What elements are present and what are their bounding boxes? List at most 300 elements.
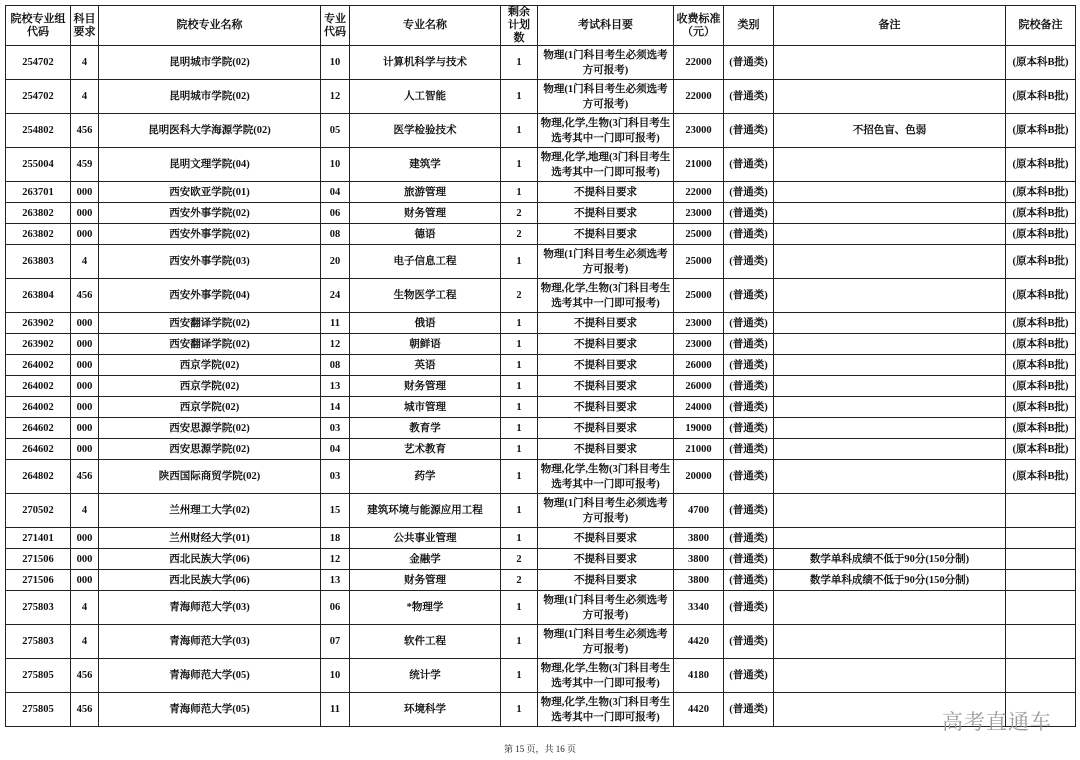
cell-remaining-plan: 1 xyxy=(501,245,538,279)
cell-major-name: 金融学 xyxy=(350,549,501,570)
cell-major-name: 旅游管理 xyxy=(350,182,501,203)
cell-subject-req-code: 4 xyxy=(71,591,99,625)
table-row xyxy=(6,494,1076,528)
cell-school-remarks: (原本科B批) xyxy=(1006,224,1076,245)
cell-major-name: 财务管理 xyxy=(350,203,501,224)
cell-remaining-plan: 1 xyxy=(501,313,538,334)
cell-exam-subjects: 不提科目要求 xyxy=(538,439,674,460)
cell-category: (普通类) xyxy=(724,182,774,203)
cell-major-name: 俄语 xyxy=(350,313,501,334)
cell-school-remarks: (原本科B批) xyxy=(1006,80,1076,114)
cell-remarks xyxy=(774,148,1006,182)
cell-fee: 23000 xyxy=(674,334,724,355)
cell-group-code: 271401 xyxy=(6,528,71,549)
admission-plan-table xyxy=(5,5,1076,727)
cell-major-name: 建筑学 xyxy=(350,148,501,182)
cell-subject-req-code: 456 xyxy=(71,460,99,494)
cell-remarks xyxy=(774,397,1006,418)
cell-school-group-name: 兰州理工大学(02) xyxy=(99,494,321,528)
cell-school-group-name: 兰州财经大学(01) xyxy=(99,528,321,549)
cell-remaining-plan: 1 xyxy=(501,625,538,659)
cell-remaining-plan: 2 xyxy=(501,224,538,245)
cell-subject-req-code: 456 xyxy=(71,279,99,313)
cell-group-code: 264802 xyxy=(6,460,71,494)
cell-major-name: 财务管理 xyxy=(350,570,501,591)
table-row xyxy=(6,591,1076,625)
cell-category: (普通类) xyxy=(724,114,774,148)
cell-school-remarks: (原本科B批) xyxy=(1006,182,1076,203)
table-row xyxy=(6,376,1076,397)
cell-major-code: 15 xyxy=(321,494,350,528)
cell-exam-subjects: 不提科目要求 xyxy=(538,313,674,334)
cell-major-name: 艺术教育 xyxy=(350,439,501,460)
cell-subject-req-code: 459 xyxy=(71,148,99,182)
table-row xyxy=(6,659,1076,693)
cell-fee: 25000 xyxy=(674,279,724,313)
cell-group-code: 271506 xyxy=(6,570,71,591)
cell-major-code: 05 xyxy=(321,114,350,148)
cell-remaining-plan: 2 xyxy=(501,549,538,570)
cell-category: (普通类) xyxy=(724,376,774,397)
cell-remaining-plan: 2 xyxy=(501,279,538,313)
cell-major-name: 财务管理 xyxy=(350,376,501,397)
cell-category: (普通类) xyxy=(724,224,774,245)
cell-remaining-plan: 2 xyxy=(501,570,538,591)
cell-exam-subjects: 不提科目要求 xyxy=(538,376,674,397)
table-row xyxy=(6,355,1076,376)
cell-group-code: 264002 xyxy=(6,397,71,418)
cell-major-name: 朝鲜语 xyxy=(350,334,501,355)
cell-school-group-name: 西北民族大学(06) xyxy=(99,549,321,570)
cell-school-group-name: 西安思源学院(02) xyxy=(99,439,321,460)
cell-school-remarks: (原本科B批) xyxy=(1006,460,1076,494)
cell-school-group-name: 西京学院(02) xyxy=(99,355,321,376)
cell-subject-req-code: 000 xyxy=(71,355,99,376)
cell-group-code: 275805 xyxy=(6,693,71,727)
cell-school-group-name: 西京学院(02) xyxy=(99,376,321,397)
cell-remaining-plan: 1 xyxy=(501,460,538,494)
cell-category: (普通类) xyxy=(724,334,774,355)
cell-major-name: 人工智能 xyxy=(350,80,501,114)
cell-school-group-name: 西北民族大学(06) xyxy=(99,570,321,591)
cell-category: (普通类) xyxy=(724,80,774,114)
cell-subject-req-code: 4 xyxy=(71,494,99,528)
cell-fee: 22000 xyxy=(674,46,724,80)
cell-remaining-plan: 1 xyxy=(501,528,538,549)
cell-group-code: 263902 xyxy=(6,334,71,355)
cell-major-name: 计算机科学与技术 xyxy=(350,46,501,80)
cell-subject-req-code: 456 xyxy=(71,659,99,693)
cell-remaining-plan: 1 xyxy=(501,46,538,80)
cell-exam-subjects: 不提科目要求 xyxy=(538,418,674,439)
cell-school-remarks: (原本科B批) xyxy=(1006,46,1076,80)
cell-remarks xyxy=(774,203,1006,224)
cell-exam-subjects: 不提科目要求 xyxy=(538,203,674,224)
cell-remaining-plan: 1 xyxy=(501,80,538,114)
cell-exam-subjects: 物理(1门科目考生必须选考方可报考) xyxy=(538,625,674,659)
table-row xyxy=(6,625,1076,659)
table-row xyxy=(6,570,1076,591)
cell-school-remarks: (原本科B批) xyxy=(1006,376,1076,397)
cell-remaining-plan: 1 xyxy=(501,439,538,460)
cell-exam-subjects: 物理(1门科目考生必须选考方可报考) xyxy=(538,494,674,528)
cell-remarks xyxy=(774,460,1006,494)
cell-major-code: 12 xyxy=(321,549,350,570)
cell-major-code: 08 xyxy=(321,355,350,376)
cell-major-code: 08 xyxy=(321,224,350,245)
cell-fee: 25000 xyxy=(674,224,724,245)
cell-category: (普通类) xyxy=(724,46,774,80)
cell-fee: 4700 xyxy=(674,494,724,528)
cell-group-code: 263802 xyxy=(6,224,71,245)
cell-major-name: 建筑环境与能源应用工程 xyxy=(350,494,501,528)
cell-school-group-name: 西安翻译学院(02) xyxy=(99,334,321,355)
cell-fee: 22000 xyxy=(674,182,724,203)
cell-school-group-name: 西安欧亚学院(01) xyxy=(99,182,321,203)
cell-category: (普通类) xyxy=(724,245,774,279)
cell-subject-req-code: 000 xyxy=(71,313,99,334)
cell-school-remarks xyxy=(1006,625,1076,659)
header-subject-req-code: 科目要求 xyxy=(71,6,99,46)
cell-category: (普通类) xyxy=(724,279,774,313)
header-major-name: 专业名称 xyxy=(350,6,501,46)
cell-remarks: 数学单科成绩不低于90分(150分制) xyxy=(774,570,1006,591)
cell-school-group-name: 青海师范大学(05) xyxy=(99,659,321,693)
cell-remarks xyxy=(774,494,1006,528)
cell-subject-req-code: 000 xyxy=(71,549,99,570)
cell-school-remarks: (原本科B批) xyxy=(1006,439,1076,460)
cell-major-name: 软件工程 xyxy=(350,625,501,659)
cell-group-code: 264602 xyxy=(6,418,71,439)
cell-remarks xyxy=(774,625,1006,659)
cell-exam-subjects: 不提科目要求 xyxy=(538,182,674,203)
cell-major-name: 城市管理 xyxy=(350,397,501,418)
header-remaining-plan: 剩余计划数 xyxy=(501,6,538,46)
cell-fee: 21000 xyxy=(674,439,724,460)
cell-school-group-name: 青海师范大学(03) xyxy=(99,591,321,625)
cell-remarks xyxy=(774,279,1006,313)
cell-school-group-name: 昆明文理学院(04) xyxy=(99,148,321,182)
table-header-row xyxy=(6,6,1076,46)
cell-major-name: *物理学 xyxy=(350,591,501,625)
cell-group-code: 263803 xyxy=(6,245,71,279)
cell-group-code: 263802 xyxy=(6,203,71,224)
cell-exam-subjects: 物理(1门科目考生必须选考方可报考) xyxy=(538,591,674,625)
cell-remaining-plan: 1 xyxy=(501,148,538,182)
cell-category: (普通类) xyxy=(724,397,774,418)
cell-remarks xyxy=(774,439,1006,460)
cell-fee: 3340 xyxy=(674,591,724,625)
cell-school-group-name: 青海师范大学(05) xyxy=(99,693,321,727)
cell-remaining-plan: 1 xyxy=(501,182,538,203)
cell-group-code: 263701 xyxy=(6,182,71,203)
cell-remarks xyxy=(774,245,1006,279)
cell-category: (普通类) xyxy=(724,693,774,727)
cell-subject-req-code: 000 xyxy=(71,570,99,591)
table-row xyxy=(6,693,1076,727)
cell-major-code: 24 xyxy=(321,279,350,313)
cell-school-remarks: (原本科B批) xyxy=(1006,334,1076,355)
cell-fee: 20000 xyxy=(674,460,724,494)
cell-fee: 24000 xyxy=(674,397,724,418)
cell-group-code: 255004 xyxy=(6,148,71,182)
cell-fee: 26000 xyxy=(674,376,724,397)
table-row xyxy=(6,279,1076,313)
table-row xyxy=(6,313,1076,334)
cell-school-group-name: 西京学院(02) xyxy=(99,397,321,418)
cell-school-remarks: (原本科B批) xyxy=(1006,203,1076,224)
cell-school-group-name: 陕西国际商贸学院(02) xyxy=(99,460,321,494)
cell-category: (普通类) xyxy=(724,659,774,693)
cell-school-group-name: 西安外事学院(02) xyxy=(99,203,321,224)
page-indicator: 第 15 页，共 16 页 xyxy=(503,744,576,754)
cell-fee: 23000 xyxy=(674,313,724,334)
cell-remarks xyxy=(774,224,1006,245)
cell-category: (普通类) xyxy=(724,570,774,591)
cell-fee: 3800 xyxy=(674,570,724,591)
cell-school-group-name: 西安翻译学院(02) xyxy=(99,313,321,334)
cell-category: (普通类) xyxy=(724,528,774,549)
cell-major-code: 10 xyxy=(321,659,350,693)
cell-school-remarks xyxy=(1006,494,1076,528)
cell-category: (普通类) xyxy=(724,355,774,376)
cell-subject-req-code: 000 xyxy=(71,376,99,397)
cell-school-remarks xyxy=(1006,549,1076,570)
cell-remarks xyxy=(774,418,1006,439)
cell-exam-subjects: 物理(1门科目考生必须选考方可报考) xyxy=(538,46,674,80)
cell-remarks xyxy=(774,591,1006,625)
cell-exam-subjects: 物理,化学,生物(3门科目考生选考其中一门即可报考) xyxy=(538,659,674,693)
cell-major-code: 11 xyxy=(321,693,350,727)
cell-subject-req-code: 000 xyxy=(71,224,99,245)
cell-fee: 4180 xyxy=(674,659,724,693)
cell-remarks xyxy=(774,659,1006,693)
cell-fee: 25000 xyxy=(674,245,724,279)
cell-category: (普通类) xyxy=(724,591,774,625)
cell-school-remarks: (原本科B批) xyxy=(1006,397,1076,418)
cell-major-name: 英语 xyxy=(350,355,501,376)
table-row xyxy=(6,182,1076,203)
cell-remaining-plan: 1 xyxy=(501,397,538,418)
cell-major-name: 药学 xyxy=(350,460,501,494)
cell-major-code: 03 xyxy=(321,460,350,494)
cell-major-name: 电子信息工程 xyxy=(350,245,501,279)
cell-exam-subjects: 不提科目要求 xyxy=(538,549,674,570)
cell-group-code: 275805 xyxy=(6,659,71,693)
cell-subject-req-code: 4 xyxy=(71,46,99,80)
cell-exam-subjects: 物理(1门科目考生必须选考方可报考) xyxy=(538,80,674,114)
table-row xyxy=(6,439,1076,460)
cell-school-remarks xyxy=(1006,591,1076,625)
cell-school-group-name: 昆明医科大学海源学院(02) xyxy=(99,114,321,148)
cell-remarks: 数学单科成绩不低于90分(150分制) xyxy=(774,549,1006,570)
cell-remaining-plan: 1 xyxy=(501,114,538,148)
cell-major-code: 13 xyxy=(321,376,350,397)
cell-school-group-name: 西安外事学院(02) xyxy=(99,224,321,245)
cell-category: (普通类) xyxy=(724,460,774,494)
table-row xyxy=(6,397,1076,418)
cell-remaining-plan: 1 xyxy=(501,659,538,693)
cell-remarks xyxy=(774,355,1006,376)
cell-major-code: 18 xyxy=(321,528,350,549)
cell-group-code: 263902 xyxy=(6,313,71,334)
cell-subject-req-code: 000 xyxy=(71,397,99,418)
cell-remarks xyxy=(774,182,1006,203)
cell-school-remarks: (原本科B批) xyxy=(1006,245,1076,279)
cell-remarks xyxy=(774,376,1006,397)
cell-category: (普通类) xyxy=(724,148,774,182)
cell-remarks xyxy=(774,46,1006,80)
cell-subject-req-code: 4 xyxy=(71,80,99,114)
cell-exam-subjects: 物理(1门科目考生必须选考方可报考) xyxy=(538,245,674,279)
table-body xyxy=(6,46,1076,727)
cell-major-code: 14 xyxy=(321,397,350,418)
cell-major-code: 20 xyxy=(321,245,350,279)
cell-remaining-plan: 1 xyxy=(501,355,538,376)
header-category: 类别 xyxy=(724,6,774,46)
table-row xyxy=(6,334,1076,355)
cell-remaining-plan: 2 xyxy=(501,203,538,224)
cell-exam-subjects: 物理,化学,生物(3门科目考生选考其中一门即可报考) xyxy=(538,460,674,494)
cell-major-code: 10 xyxy=(321,46,350,80)
cell-remarks xyxy=(774,334,1006,355)
cell-fee: 22000 xyxy=(674,80,724,114)
cell-school-remarks xyxy=(1006,659,1076,693)
cell-subject-req-code: 000 xyxy=(71,334,99,355)
header-school-group-name: 院校专业名称 xyxy=(99,6,321,46)
table-row xyxy=(6,114,1076,148)
header-exam-subjects: 考试科目要 xyxy=(538,6,674,46)
cell-exam-subjects: 不提科目要求 xyxy=(538,355,674,376)
header-major-code: 专业代码 xyxy=(321,6,350,46)
cell-group-code: 254702 xyxy=(6,80,71,114)
cell-fee: 26000 xyxy=(674,355,724,376)
table-row xyxy=(6,418,1076,439)
cell-school-group-name: 昆明城市学院(02) xyxy=(99,46,321,80)
cell-remaining-plan: 1 xyxy=(501,494,538,528)
header-fee: 收费标准（元） xyxy=(674,6,724,46)
cell-group-code: 264002 xyxy=(6,376,71,397)
cell-subject-req-code: 4 xyxy=(71,625,99,659)
header-group-code: 院校专业组代码 xyxy=(6,6,71,46)
cell-school-group-name: 西安外事学院(03) xyxy=(99,245,321,279)
table-row xyxy=(6,224,1076,245)
cell-school-group-name: 西安思源学院(02) xyxy=(99,418,321,439)
cell-group-code: 263804 xyxy=(6,279,71,313)
cell-fee: 23000 xyxy=(674,203,724,224)
cell-fee: 23000 xyxy=(674,114,724,148)
cell-fee: 4420 xyxy=(674,693,724,727)
cell-subject-req-code: 456 xyxy=(71,114,99,148)
cell-group-code: 275803 xyxy=(6,625,71,659)
cell-major-code: 10 xyxy=(321,148,350,182)
table-row xyxy=(6,46,1076,80)
cell-school-remarks: (原本科B批) xyxy=(1006,114,1076,148)
cell-category: (普通类) xyxy=(724,313,774,334)
cell-group-code: 254702 xyxy=(6,46,71,80)
cell-remaining-plan: 1 xyxy=(501,418,538,439)
cell-category: (普通类) xyxy=(724,418,774,439)
cell-category: (普通类) xyxy=(724,625,774,659)
cell-group-code: 254802 xyxy=(6,114,71,148)
cell-exam-subjects: 物理,化学,生物(3门科目考生选考其中一门即可报考) xyxy=(538,279,674,313)
cell-exam-subjects: 不提科目要求 xyxy=(538,334,674,355)
cell-remaining-plan: 1 xyxy=(501,591,538,625)
cell-remarks xyxy=(774,80,1006,114)
cell-school-group-name: 昆明城市学院(02) xyxy=(99,80,321,114)
cell-fee: 3800 xyxy=(674,528,724,549)
cell-major-name: 公共事业管理 xyxy=(350,528,501,549)
table-row xyxy=(6,528,1076,549)
cell-group-code: 264602 xyxy=(6,439,71,460)
cell-major-code: 04 xyxy=(321,182,350,203)
cell-major-code: 12 xyxy=(321,334,350,355)
cell-subject-req-code: 000 xyxy=(71,528,99,549)
table-row xyxy=(6,245,1076,279)
cell-school-remarks: (原本科B批) xyxy=(1006,418,1076,439)
cell-exam-subjects: 物理,化学,地理(3门科目考生选考其中一门即可报考) xyxy=(538,148,674,182)
cell-fee: 21000 xyxy=(674,148,724,182)
table-row xyxy=(6,148,1076,182)
cell-fee: 4420 xyxy=(674,625,724,659)
cell-remarks: 不招色盲、色弱 xyxy=(774,114,1006,148)
table-row xyxy=(6,80,1076,114)
cell-major-code: 12 xyxy=(321,80,350,114)
cell-major-code: 06 xyxy=(321,591,350,625)
cell-major-name: 德语 xyxy=(350,224,501,245)
cell-fee: 19000 xyxy=(674,418,724,439)
cell-subject-req-code: 000 xyxy=(71,182,99,203)
cell-category: (普通类) xyxy=(724,203,774,224)
cell-major-name: 教育学 xyxy=(350,418,501,439)
cell-exam-subjects: 物理,化学,生物(3门科目考生选考其中一门即可报考) xyxy=(538,693,674,727)
cell-exam-subjects: 不提科目要求 xyxy=(538,570,674,591)
cell-school-group-name: 青海师范大学(03) xyxy=(99,625,321,659)
cell-remaining-plan: 1 xyxy=(501,334,538,355)
cell-subject-req-code: 456 xyxy=(71,693,99,727)
cell-category: (普通类) xyxy=(724,549,774,570)
cell-subject-req-code: 000 xyxy=(71,439,99,460)
cell-group-code: 271506 xyxy=(6,549,71,570)
cell-major-name: 医学检验技术 xyxy=(350,114,501,148)
table-row xyxy=(6,549,1076,570)
cell-major-name: 统计学 xyxy=(350,659,501,693)
cell-school-remarks: (原本科B批) xyxy=(1006,148,1076,182)
cell-school-remarks xyxy=(1006,570,1076,591)
cell-subject-req-code: 000 xyxy=(71,203,99,224)
cell-school-group-name: 西安外事学院(04) xyxy=(99,279,321,313)
cell-major-code: 11 xyxy=(321,313,350,334)
cell-group-code: 270502 xyxy=(6,494,71,528)
table-row xyxy=(6,203,1076,224)
cell-major-code: 07 xyxy=(321,625,350,659)
table-row xyxy=(6,460,1076,494)
header-remarks: 备注 xyxy=(774,6,1006,46)
cell-group-code: 264002 xyxy=(6,355,71,376)
cell-major-code: 06 xyxy=(321,203,350,224)
cell-major-code: 13 xyxy=(321,570,350,591)
cell-group-code: 275803 xyxy=(6,591,71,625)
cell-category: (普通类) xyxy=(724,439,774,460)
cell-exam-subjects: 物理,化学,生物(3门科目考生选考其中一门即可报考) xyxy=(538,114,674,148)
cell-major-code: 04 xyxy=(321,439,350,460)
cell-remaining-plan: 1 xyxy=(501,693,538,727)
watermark-text: 高考直通车 xyxy=(942,710,1052,734)
cell-subject-req-code: 000 xyxy=(71,418,99,439)
cell-major-code: 03 xyxy=(321,418,350,439)
header-school-remarks: 院校备注 xyxy=(1006,6,1076,46)
cell-remarks xyxy=(774,528,1006,549)
